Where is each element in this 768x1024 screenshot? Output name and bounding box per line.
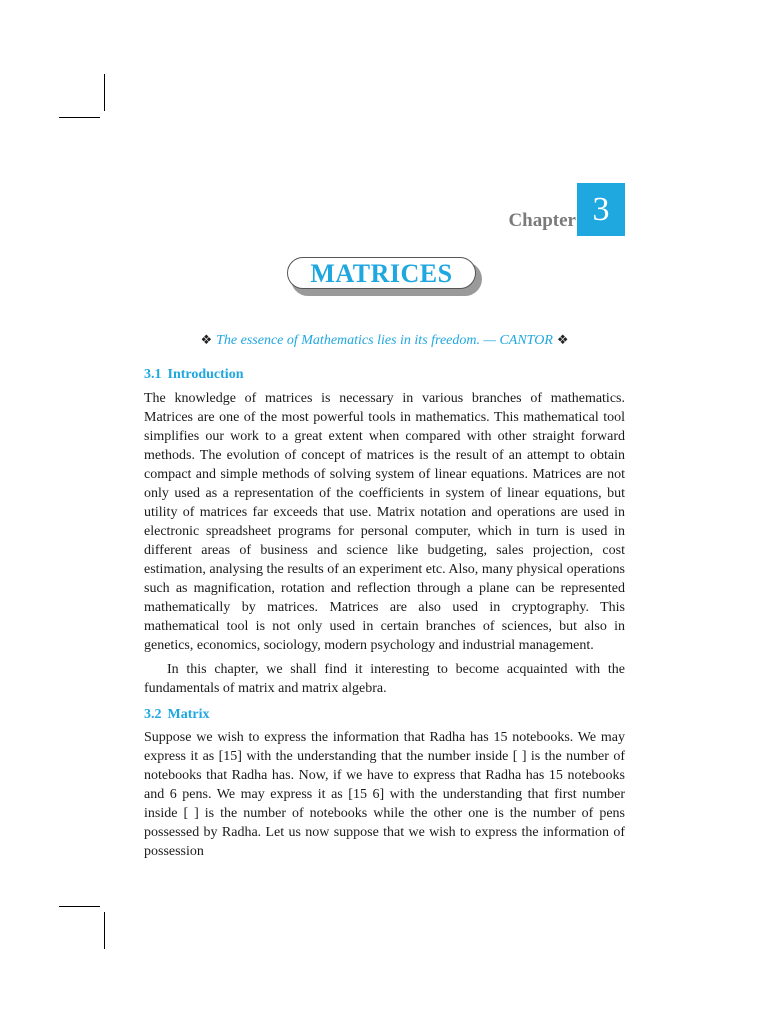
epigraph-text: The essence of Mathematics lies in its freedom. — CANTOR bbox=[216, 333, 553, 348]
section-title: Matrix bbox=[167, 707, 210, 722]
paragraph: Suppose we wish to express the information that Radha has 15 notebooks. We may express it as [15] with the understanding that the number inside [ ] is the number of notebooks that Radha has. Now, if we have to express that Radha has 15 notebooks and 6 pens. We may express it as [15 6] with the understanding that first number inside [ ] is the number of notebooks while the other one is the number of pens possessed by Radha. Let us now suppose that we wish to express the information of possession bbox=[144, 730, 625, 859]
crop-mark-top-horizontal bbox=[59, 117, 100, 118]
crop-mark-bottom-vertical bbox=[104, 912, 105, 949]
chapter-label: Chapter bbox=[508, 210, 576, 231]
section-number: 3.2 bbox=[144, 707, 162, 722]
section-title: Introduction bbox=[167, 367, 244, 382]
section-number: 3.1 bbox=[144, 367, 162, 382]
section-heading-matrix bbox=[144, 707, 209, 723]
crop-mark-bottom-horizontal bbox=[59, 906, 100, 907]
chapter-number-badge: 3 bbox=[577, 183, 625, 236]
paragraph: The knowledge of matrices is necessary in various branches of mathematics. Matrices are one of the most powerful tools in mathematics. This mathematical tool simplifies our work to a great extent when compared with other straight forward methods. The evolution of concept of matrices is the result of an attempt to obtain compact and simple methods of solving system of linear equations. Matrices are not only used as a representation of the coefficients in system of linear equations, but utility of matrices far exceeds that use. Matrix notation and operations are used in electronic spreadsheet programs for personal computer, which in turn is used in different areas of business and science like budgeting, sales projection, cost estimation, analysing the results of an experiment etc. Also, many physical operations such as magnification, rotation and reflection through a plane can be represented mathematically by matrices. Matrices are also used in cryptography. This mathematical tool is not only used in certain branches of sciences, but also in genetics, economics, sociology, modern psychology and industrial management. bbox=[144, 391, 625, 653]
epigraph-quote bbox=[144, 332, 625, 349]
crop-mark-top-vertical bbox=[104, 74, 105, 111]
ornament-right-icon: ❖ bbox=[556, 332, 569, 347]
ornament-left-icon: ❖ bbox=[200, 332, 213, 347]
chapter-title: MATRICES bbox=[287, 257, 476, 289]
section-heading-introduction bbox=[144, 367, 243, 383]
paragraph: In this chapter, we shall find it interesting to become acquainted with the fundamentals of matrix and matrix algebra. bbox=[144, 662, 625, 696]
